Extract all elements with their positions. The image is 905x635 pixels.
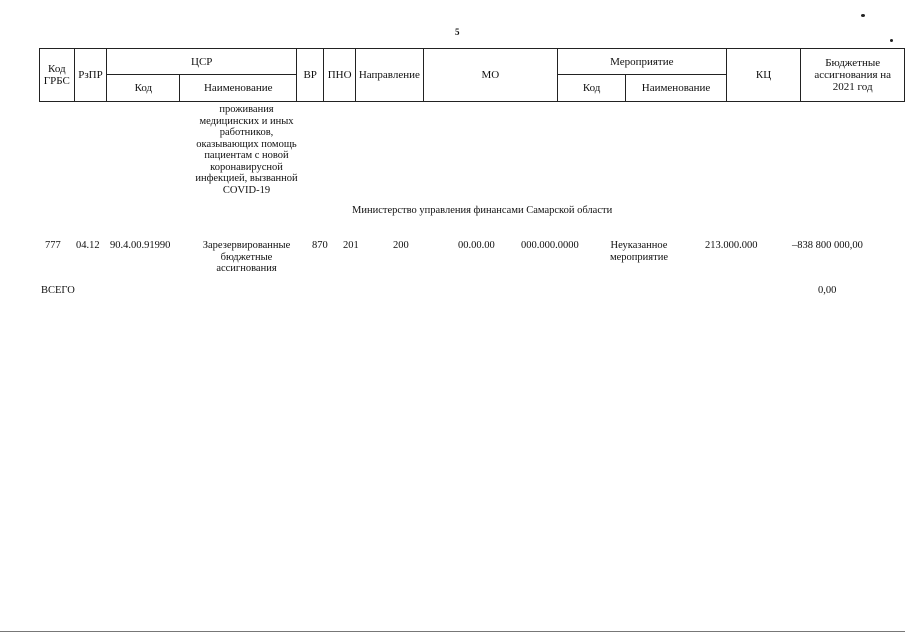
page-number: 5 <box>455 27 460 37</box>
csr-naim-line: ассигнования <box>216 263 277 274</box>
cell-rzpr: 04.12 <box>76 240 100 251</box>
continued-line: коронавирусной <box>210 161 283 173</box>
header-pno: ПНО <box>324 49 356 102</box>
ministry-title: Министерство управления финансами Самарской области <box>352 205 613 216</box>
total-label: ВСЕГО <box>41 285 75 296</box>
header-napravlenie: Направление <box>355 49 423 102</box>
header-meropriyatie: Мероприятие <box>557 49 726 75</box>
continued-line: пациентам с новой <box>204 150 289 161</box>
continued-line: оказывающих помощь <box>196 138 297 150</box>
table-header <box>39 48 905 102</box>
header-mer-naim: Наименование <box>626 75 726 102</box>
header-kc: КЦ <box>726 49 801 102</box>
cell-mer-naim <box>594 240 684 263</box>
header-vr: ВР <box>297 49 324 102</box>
header-csr-kod: Код <box>107 75 180 102</box>
cell-vr: 870 <box>312 240 328 251</box>
cell-amount: –838 800 000,00 <box>792 240 863 251</box>
cell-mo: 00.00.00 <box>458 240 495 251</box>
cell-csr-naim <box>186 240 307 275</box>
csr-naim-line: Зарезервированные <box>202 240 291 251</box>
scan-bottom-edge <box>0 631 905 632</box>
continued-line: проживания <box>219 104 274 115</box>
cell-napravlenie: 200 <box>393 240 409 251</box>
header-rzpr: РзПР <box>74 49 107 102</box>
scan-speck <box>861 14 865 17</box>
continued-line: медицинских и иных <box>199 115 294 127</box>
header-mer-kod: Код <box>557 75 625 102</box>
continued-line: работников, <box>219 127 274 138</box>
csr-naim-line: бюджетные <box>220 251 273 263</box>
header-kod-grbs: Код ГРБС <box>40 49 75 102</box>
cell-pno: 201 <box>343 240 359 251</box>
continued-name-text <box>186 104 307 196</box>
continued-line: COVID-19 <box>222 184 271 196</box>
scan-speck <box>890 39 893 42</box>
header-budget: Бюджетные ассигнования на 2021 год <box>801 49 905 102</box>
header-csr-naim: Наименование <box>180 75 297 102</box>
cell-grbs: 777 <box>45 240 61 251</box>
header-csr: ЦСР <box>107 49 297 75</box>
continued-line: инфекцией, вызванной <box>195 173 298 184</box>
mer-naim-line: Неуказанное <box>610 240 668 251</box>
cell-mer-kod: 000.000.0000 <box>521 240 579 251</box>
cell-csr-kod: 90.4.00.91990 <box>110 240 171 251</box>
total-value: 0,00 <box>818 285 837 296</box>
cell-kc: 213.000.000 <box>705 240 758 251</box>
mer-naim-line: мероприятие <box>610 251 668 263</box>
header-mo: МО <box>423 49 557 102</box>
